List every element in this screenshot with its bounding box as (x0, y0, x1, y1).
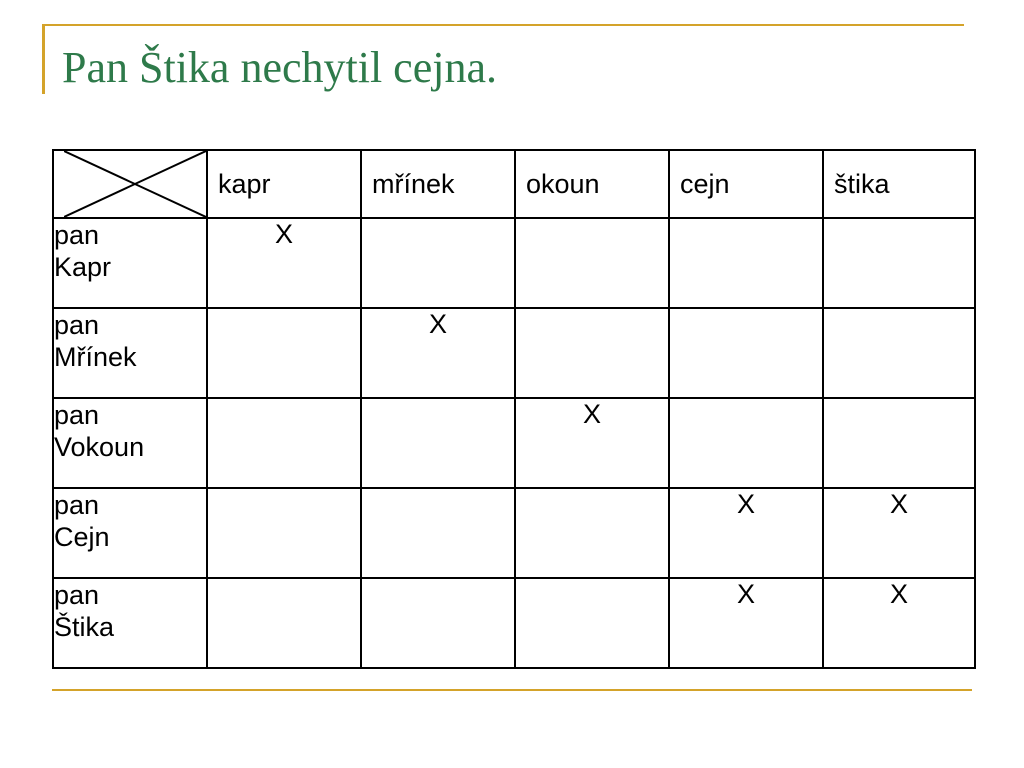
table-row (53, 398, 975, 488)
grid-cell (207, 398, 361, 488)
row-label-line1: pan (54, 490, 100, 520)
grid-cell: X (823, 488, 975, 578)
row-label (53, 488, 207, 578)
grid-cell (361, 398, 515, 488)
row-label-line2: Kapr (54, 252, 112, 282)
grid-cell: X (515, 398, 669, 488)
row-label-line1: pan (54, 580, 100, 610)
column-header-mrinek: mřínek (361, 150, 515, 218)
row-label-line1: pan (54, 220, 100, 250)
grid-cell: X (361, 308, 515, 398)
corner-cell (53, 150, 207, 218)
row-label (53, 398, 207, 488)
grid-cell (207, 308, 361, 398)
header-row (53, 150, 975, 218)
accent-line-top (42, 24, 964, 26)
column-header-okoun: okoun (515, 150, 669, 218)
row-label-line2: Vokoun (54, 432, 145, 462)
grid-cell (361, 218, 515, 308)
grid-cell (361, 578, 515, 668)
grid-cell-highlighted: X (669, 578, 823, 668)
table-row (53, 578, 975, 668)
grid-cell: X (823, 578, 975, 668)
grid-cell (669, 218, 823, 308)
grid-cell (669, 398, 823, 488)
grid-cell (361, 488, 515, 578)
accent-line-bottom (52, 689, 972, 691)
grid-cell: X (207, 218, 361, 308)
row-label (53, 578, 207, 668)
row-label (53, 218, 207, 308)
row-label-line2: Cejn (54, 522, 110, 552)
grid-cell (515, 308, 669, 398)
grid-cell (207, 488, 361, 578)
grid-cell (207, 578, 361, 668)
row-label-line1: pan (54, 310, 100, 340)
grid-cell (823, 218, 975, 308)
slide-title: Pan Štika nechytil cejna. (62, 43, 497, 92)
row-label-line1: pan (54, 400, 100, 430)
logic-grid-table (52, 149, 976, 669)
row-label-line2: Štika (54, 612, 115, 642)
grid-cell (515, 578, 669, 668)
grid-cell: X (669, 488, 823, 578)
row-label-line2: Mřínek (54, 342, 137, 372)
grid-cell (669, 308, 823, 398)
table-row (53, 488, 975, 578)
grid-cell (823, 308, 975, 398)
column-header-stika: štika (823, 150, 975, 218)
grid-cell (515, 488, 669, 578)
table-row (53, 218, 975, 308)
crossed-corner-icon (64, 151, 206, 217)
row-label (53, 308, 207, 398)
column-header-kapr: kapr (207, 150, 361, 218)
accent-bar-vertical (42, 24, 45, 94)
grid-cell (823, 398, 975, 488)
column-header-cejn: cejn (669, 150, 823, 218)
grid-cell (515, 218, 669, 308)
table-row (53, 308, 975, 398)
